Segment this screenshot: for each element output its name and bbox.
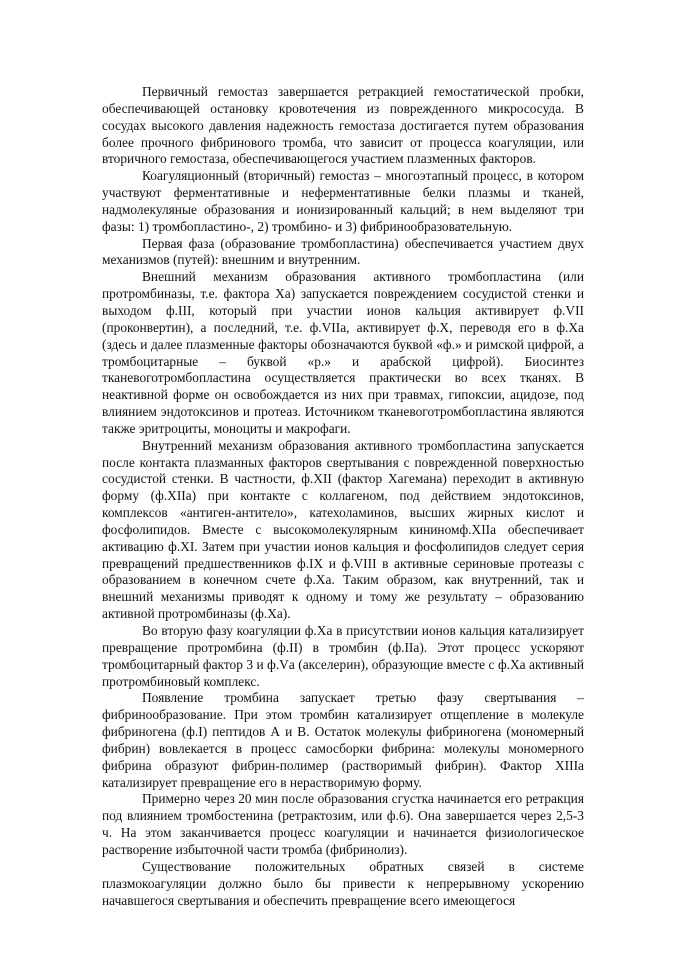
paragraph-feedback-loops: Существование положительных обратных связей в системе плазмокоагуляции должно было бы привести к непрерывному ускорению начавшегося свертывания и обеспечить превращение всего имеющегося — [102, 858, 584, 908]
paragraph-second-phase: Во вторую фазу коагуляции ф.Ха в присутствии ионов кальция катализирует превращение протромбина (ф.II) в тромбин (ф.IIа). Этот процесс ускоряют тромбоцитарный фактор 3 и ф.Vа (акселерин), образующие вместе с ф.Ха активный протромбиновый комплекс. — [102, 623, 584, 689]
document-page — [102, 84, 584, 909]
paragraph-primary-hemostasis: Первичный гемостаз завершается ретракцией гемостатической пробки, обеспечивающей остановку кровотечения из поврежденного микрососуда. В сосудах высокого давления надежность гемостаза достигается путем образования более прочного фибринового тромба, что зависит от процесса коагуляции, или вторичного гемостаза, обеспечивающегося участием плазменных факторов. — [102, 84, 584, 167]
paragraph-clot-retraction: Примерно через 20 мин после образования сгустка начинается его ретракция под влиянием тромбостенина (ретрактозим, или ф.6). Она завершается через 2,5-3 ч. На этом заканчивается процесс коагуляции и начинается физиологическое растворение избыточной части тромба (фибринолиз). — [102, 791, 584, 857]
paragraph-third-phase: Появление тромбина запускает третью фазу свертывания – фибринообразование. При этом тромбин катализирует отщепление в молекуле фибриногена (ф.I) пептидов А и В. Остаток молекулы фибриногена (мономерный фибрин) вовлекается в процесс самосборки фибрина: молекулы мономерного фибрина образуют фибрин-полимер (растворимый фибрин). Фактор XIIIа катализирует превращение его в нерастворимую форму. — [102, 690, 584, 790]
paragraph-intrinsic-pathway: Внутренний механизм образования активного тромбопластина запускается после контакта плазманных факторов свертывания с поврежденной поверхностью сосудистой стенки. В частности, ф.XII (фактор Хагемана) переходит в активную форму (ф.XIIа) при контакте с коллагеном, под действием эндотоксинов, комплексов «антиген-антитело», катехоламинов, высших жирных кислот и фосфолипидов. Вместе с высокомолекулярным кининомф.XIIа обеспечивает активацию ф.XI. Затем при участии ионов кальция и фосфолипидов следует серия превращений предшественников ф.IX и ф.VIII в активные сериновые протеазы с образованием в конечном счете ф.Ха. Таким образом, как внутренний, так и внешний механизмы приводят к одному и тому же результату – образованию активной протромбиназы (ф.Ха). — [102, 437, 584, 622]
paragraph-secondary-hemostasis: Коагуляционный (вторичный) гемостаз – многоэтапный процесс, в котором участвуют ферментативные и неферментативные белки плазмы и тканей, надмолекуляные образования и ионизированный кальций; в нем выделяют три фазы: 1) тромбопластино-, 2) тромбино- и 3) фибринообразовательную. — [102, 168, 584, 234]
paragraph-extrinsic-pathway: Внешний механизм образования активного тромбопластина (или протромбиназы, т.е. фактора Ха) запускается повреждением сосудистой стенки и выходом ф.III, который при участии ионов кальция активирует ф.VII (проконвертин), а последний, т.е. ф.VIIа, активирует ф.Х, переводя его в ф.Ха (здесь и далее плазменные факторы обозначаются буквой «ф.» и римской цифрой, а тромбоцитарные – буквой «р.» и арабской цифрой). Биосинтез тканевоготромбопластина осуществляется практически во всех тканях. В неактивной форме он освобождается из них при травмах, гипоксии, ацидозе, под влиянием эндотоксинов и протеаз. Источником тканевоготромбопластина являются также эритроциты, моноциты и макрофаги. — [102, 269, 584, 436]
paragraph-first-phase: Первая фаза (образование тромбопластина) обеспечивается участием двух механизмов (путей): внешним и внутренним. — [102, 235, 584, 268]
